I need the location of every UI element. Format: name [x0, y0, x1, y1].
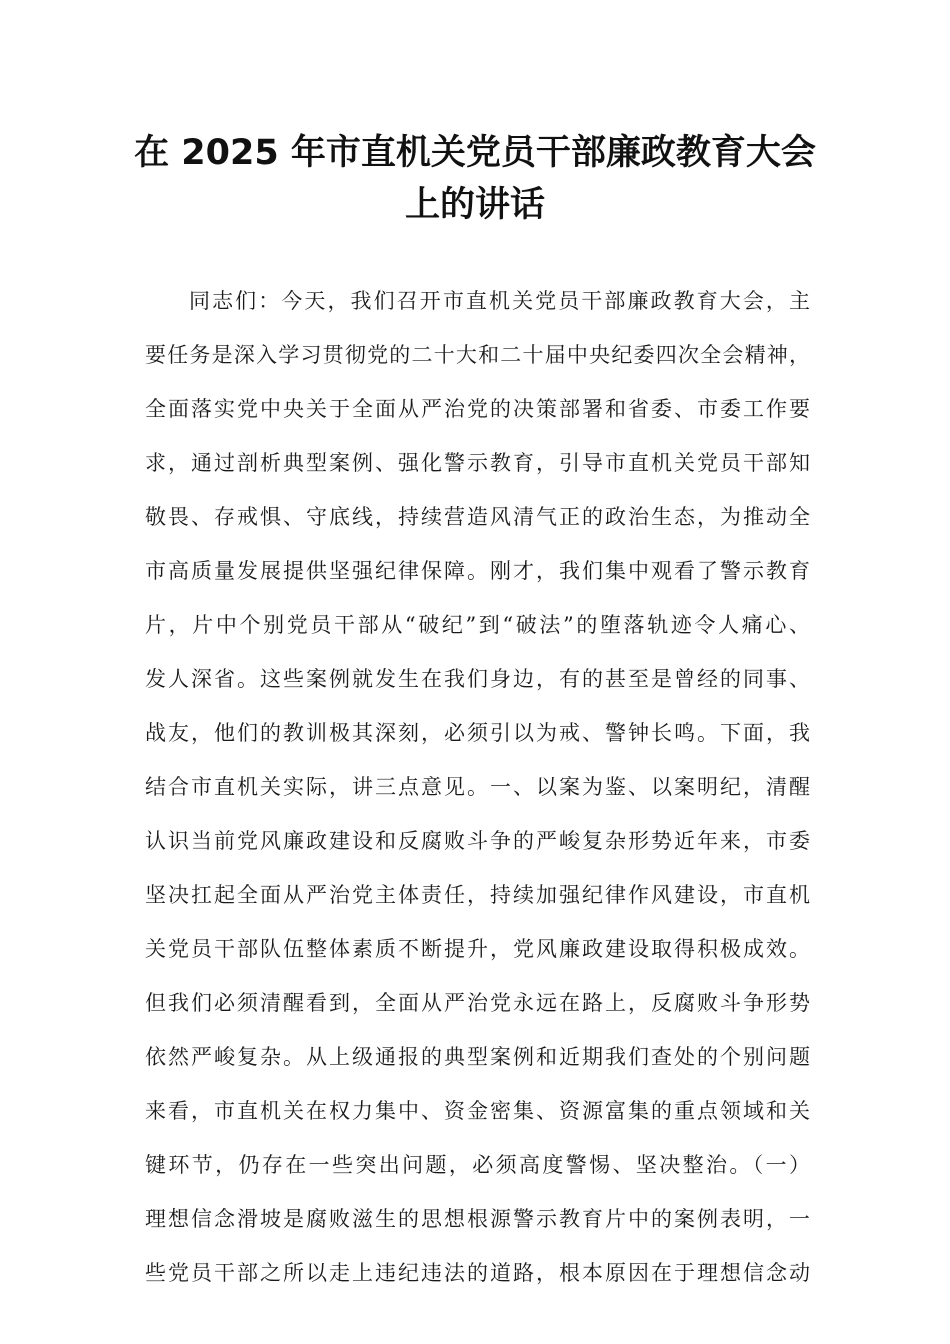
body-line: 求，通过剖析典型案例、强化警示教育，引导市直机关党员干部知 [145, 451, 810, 475]
body-line: 但我们必须清醒看到，全面从严治党永远在路上，反腐败斗争形势 [145, 991, 810, 1015]
body-line: 敬畏、存戒惧、守底线，持续营造风清气正的政治生态，为推动全 [145, 505, 810, 529]
document-title-line-2: 上的讲话 [404, 185, 545, 225]
body-line: 发人深省。这些案例就发生在我们身边，有的甚至是曾经的同事、 [145, 667, 810, 691]
body-line: 坚决扛起全面从严治党主体责任，持续加强纪律作风建设，市直机 [145, 883, 810, 907]
body-line: 全面落实党中央关于全面从严治党的决策部署和省委、市委工作要 [145, 397, 810, 421]
body-line: 依然严峻复杂。从上级通报的典型案例和近期我们查处的个别问题 [145, 1045, 810, 1069]
body-line: 要任务是深入学习贯彻党的二十大和二十届中央纪委四次全会精神， [145, 343, 810, 367]
body-line: 片，片中个别党员干部从“破纪”到“破法”的堕落轨迹令人痛心、 [145, 613, 810, 637]
body-line: 市高质量发展提供坚强纪律保障。刚才，我们集中观看了警示教育 [145, 559, 810, 583]
body-line: 认识当前党风廉政建设和反腐败斗争的严峻复杂形势近年来，市委 [145, 829, 810, 853]
body-line: 来看，市直机关在权力集中、资金密集、资源富集的重点领域和关 [145, 1099, 810, 1123]
body-line: 战友，他们的教训极其深刻，必须引以为戒、警钟长鸣。下面，我 [145, 721, 810, 745]
body-line: 键环节，仍存在一些突出问题，必须高度警惕、坚决整治。（一） [145, 1153, 810, 1177]
body-line: 理想信念滑坡是腐败滋生的思想根源警示教育片中的案例表明，一 [145, 1207, 810, 1231]
body-line: 结合市直机关实际，讲三点意见。一、以案为鉴、以案明纪，清醒 [145, 775, 810, 799]
body-line: 同志们：今天，我们召开市直机关党员干部廉政教育大会，主 [189, 289, 810, 313]
body-line: 关党员干部队伍整体素质不断提升，党风廉政建设取得积极成效。 [145, 937, 810, 961]
body-line: 些党员干部之所以走上违纪违法的道路，根本原因在于理想信念动 [145, 1261, 810, 1285]
document-title-line-1: 在 2025 年市直机关党员干部廉政教育大会 [134, 133, 816, 173]
